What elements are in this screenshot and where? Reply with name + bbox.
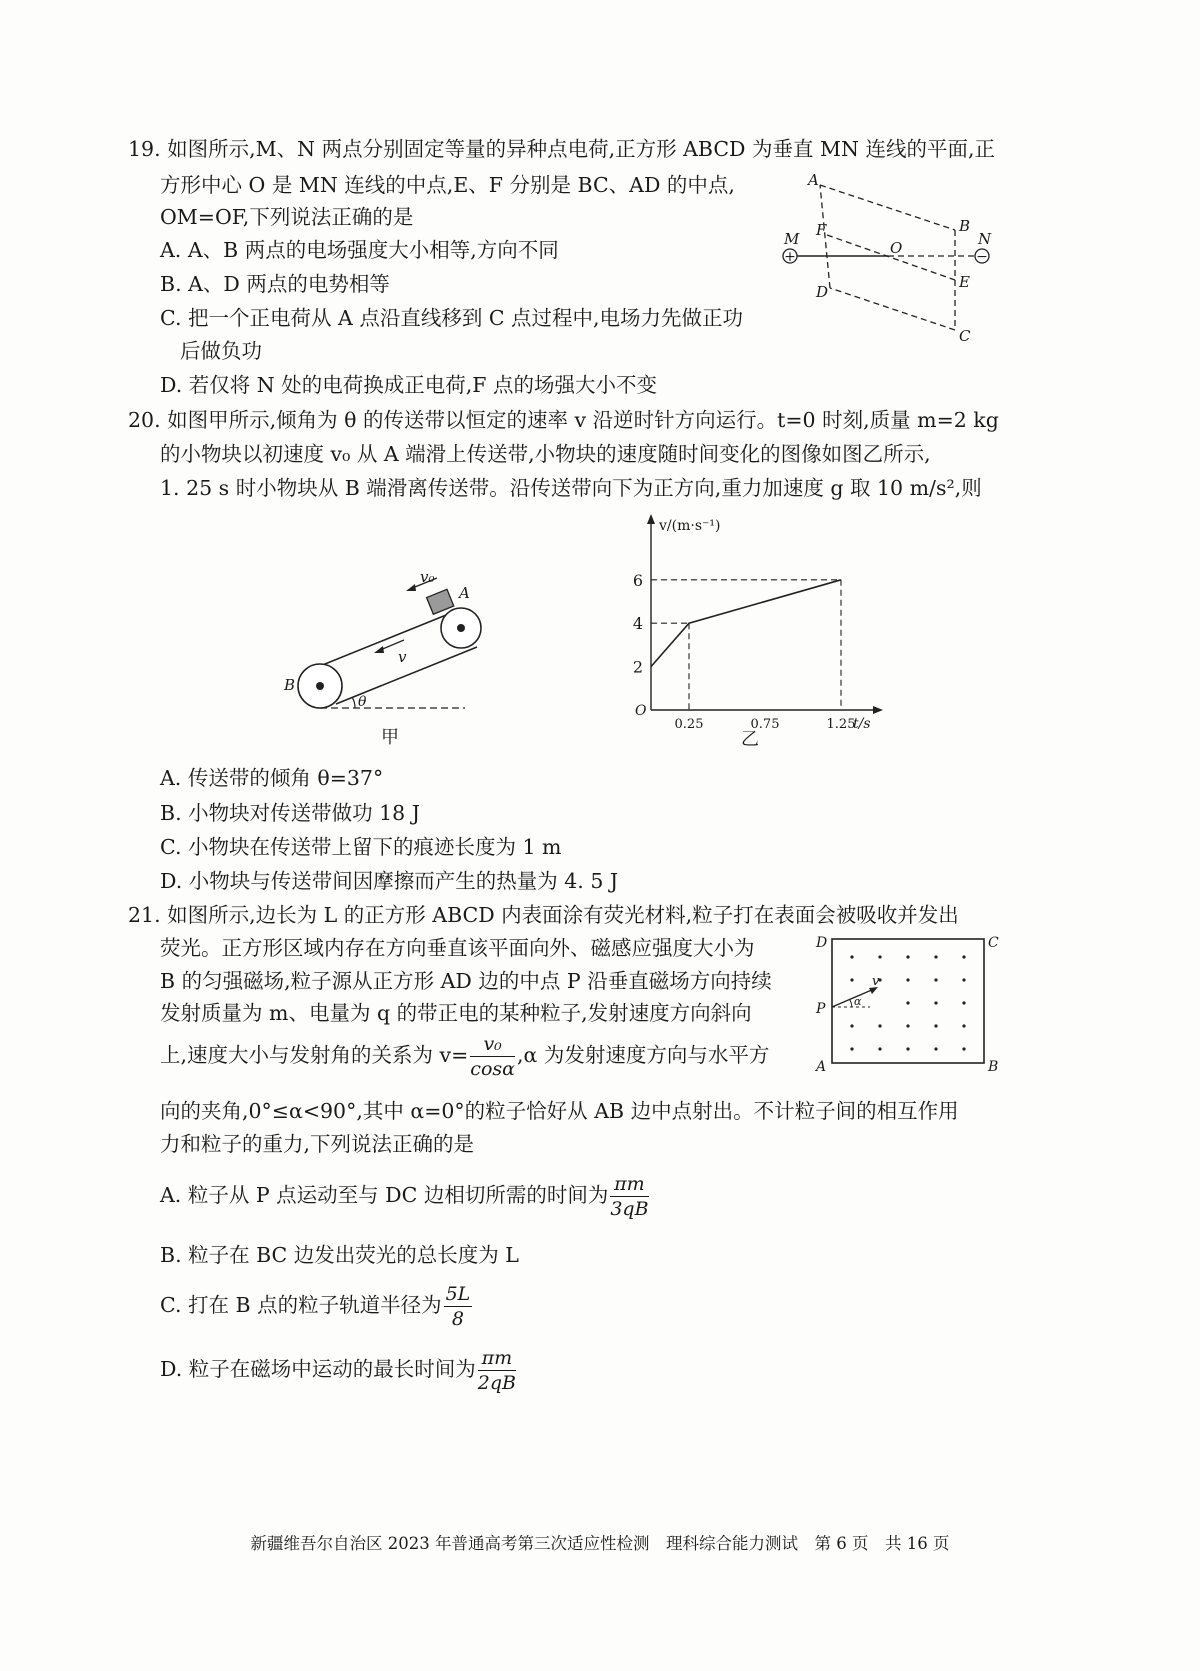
label-f: F (816, 221, 827, 239)
field-dot (906, 1024, 909, 1027)
q19-line-1: 19. 如图所示,M、N 两点分别固定等量的异种点电荷,正方形 ABCD 为垂直 MN 连线的平面,正 (128, 137, 995, 161)
minus-charge-symbol: − (976, 249, 988, 265)
speed-numerator: v₀ (470, 1032, 515, 1057)
q20-line-1: 20. 如图甲所示,倾角为 θ 的传送带以恒定的速率 v 沿逆时针方向运行。t=0 时刻,质量 m=2 kg (128, 408, 999, 432)
q21-line-5-pre: 上,速度大小与发射角的关系为 v= (160, 1043, 469, 1067)
q21-option-a (160, 1172, 651, 1221)
q19-option-c: C. 把一个正电荷从 A 点沿直线移到 C 点过程中,电场力先做正功 (160, 306, 744, 330)
field-dot (850, 978, 853, 981)
conveyor-figure (280, 560, 500, 794)
vt-graph (625, 510, 895, 754)
field-dot (878, 955, 881, 958)
field-dot (850, 955, 853, 958)
magnetic-field-figure (810, 925, 1010, 1089)
q21-line-6: 向的夹角,0°≤α<90°,其中 α=0°的粒子恰好从 AB 边中点射出。不计粒子间的相互作用 (160, 1099, 959, 1123)
q21-line-4: 发射质量为 m、电量为 q 的带正电的某种粒子,发射速度方向斜向 (160, 1001, 752, 1025)
caption-jia: 甲 (381, 727, 399, 748)
label-c: C (988, 935, 999, 951)
q21-option-d-text: D. 粒子在磁场中运动的最长时间为 (160, 1357, 476, 1381)
origin-label: O (635, 703, 647, 719)
field-dot (962, 1001, 965, 1004)
field-dot (906, 1047, 909, 1050)
label-alpha: α (854, 995, 862, 1008)
option-c-denominator: 8 (451, 1308, 464, 1330)
x-tick-label: 0.25 (674, 717, 704, 732)
label-o: O (890, 239, 903, 257)
q21-option-c (160, 1282, 474, 1331)
label-a: A (459, 584, 470, 602)
label-d: D (816, 283, 829, 301)
field-dot (906, 955, 909, 958)
speed-fraction (470, 1032, 515, 1081)
field-dot (934, 1024, 937, 1027)
field-dot (878, 1047, 881, 1050)
option-c-fraction (444, 1282, 473, 1331)
label-a: A (816, 1059, 827, 1075)
label-e: E (959, 273, 970, 291)
label-v: v (398, 648, 407, 666)
x-axis-label: t/s (853, 716, 871, 732)
q21-line-2: 荧光。正方形区域内存在方向垂直该平面向外、磁感应强度大小为 (160, 936, 755, 960)
q20-option-a: A. 传送带的倾角 θ=37° (160, 766, 384, 790)
label-c: C (959, 327, 971, 345)
option-d-fraction (478, 1346, 516, 1395)
x-tick-label: 1.25 (826, 717, 856, 732)
option-a-fraction (610, 1172, 648, 1221)
q20-option-c: C. 小物块在传送带上留下的痕迹长度为 1 m (160, 835, 562, 859)
field-dot (934, 1001, 937, 1004)
field-dot (962, 1024, 965, 1027)
field-dot (906, 978, 909, 981)
q21-option-d (160, 1346, 518, 1395)
page-footer: 新疆维吾尔自治区 2023 年普通高考第三次适应性检测 理科综合能力测试 第 6 页 共 16 页 (250, 1534, 950, 1553)
x-tick-label: 0.75 (750, 717, 780, 732)
q21-line-5 (160, 1032, 769, 1081)
label-m: M (784, 230, 800, 248)
field-dot (878, 1024, 881, 1027)
label-p: P (816, 1001, 826, 1017)
q21-line-3: B 的匀强磁场,粒子源从正方形 AD 边的中点 P 沿垂直磁场方向持续 (160, 969, 772, 993)
label-b: B (284, 676, 296, 694)
label-n: N (978, 230, 992, 248)
q21-line-1: 21. 如图所示,边长为 L 的正方形 ABCD 内表面涂有荧光材料,粒子打在表面会被吸收并发出 (128, 903, 959, 927)
option-d-denominator: 2qB (477, 1372, 516, 1394)
q20-line-2: 的小物块以初速度 v₀ 从 A 端滑上传送带,小物块的速度随时间变化的图像如图乙所示, (160, 442, 931, 466)
label-v: v (872, 974, 880, 989)
q19-line-2: 方形中心 O 是 MN 连线的中点,E、F 分别是 BC、AD 的中点, (160, 173, 735, 197)
field-dot (962, 978, 965, 981)
option-a-denominator: 3qB (610, 1198, 649, 1220)
q19-option-d: D. 若仅将 N 处的电荷换成正电荷,F 点的场强大小不变 (160, 373, 657, 397)
label-d: D (816, 935, 828, 951)
q19-option-b: B. A、D 两点的电势相等 (160, 272, 390, 296)
label-b: B (959, 217, 971, 235)
y-axis-label: v/(m·s⁻¹) (659, 518, 721, 534)
field-dot (962, 1047, 965, 1050)
label-theta: θ (358, 694, 367, 710)
q19-option-a: A. A、B 两点的电场强度大小相等,方向不同 (160, 238, 559, 262)
y-tick-label: 2 (632, 657, 643, 677)
label-v0: v₀ (420, 568, 435, 586)
q20-line-3: 1. 25 s 时小物块从 B 端滑离传送带。沿传送带向下为正方向,重力加速度 g 取 10 m/s²,则 (160, 476, 982, 500)
label-a: A (808, 171, 819, 189)
field-dot (962, 955, 965, 958)
speed-denominator: cosα (470, 1058, 515, 1080)
q21-line-5-post: ,α 为发射速度方向与水平方 (516, 1043, 770, 1067)
q20-option-d: D. 小物块与传送带间因摩擦而产生的热量为 4. 5 J (160, 869, 619, 893)
plus-charge-symbol: + (784, 249, 796, 265)
label-b: B (988, 1059, 999, 1075)
field-dot (934, 1047, 937, 1050)
q19-figure (770, 165, 1020, 369)
y-tick-label: 4 (632, 614, 643, 634)
y-tick-label: 6 (632, 570, 643, 590)
q21-option-c-text: C. 打在 B 点的粒子轨道半径为 (160, 1293, 442, 1317)
q21-line-7: 力和粒子的重力,下列说法正确的是 (160, 1132, 475, 1156)
q21-option-b: B. 粒子在 BC 边发出荧光的总长度为 L (160, 1243, 519, 1267)
q20-option-b: B. 小物块对传送带做功 18 J (160, 801, 420, 825)
field-dot (906, 1001, 909, 1004)
q19-option-c-cont: 后做负功 (180, 339, 262, 363)
velocity-series-line (651, 580, 841, 667)
option-c-numerator: 5L (445, 1283, 471, 1305)
option-d-numerator: πm (478, 1346, 516, 1371)
field-dot (934, 955, 937, 958)
field-dot (934, 978, 937, 981)
q21-option-a-text: A. 粒子从 P 点运动至与 DC 边相切所需的时间为 (160, 1183, 609, 1207)
caption-yi: 乙 (741, 729, 759, 750)
field-dot (850, 1047, 853, 1050)
q19-line-3: OM=OF,下列说法正确的是 (160, 205, 414, 229)
option-a-numerator: πm (610, 1172, 648, 1197)
field-dot (850, 1024, 853, 1027)
